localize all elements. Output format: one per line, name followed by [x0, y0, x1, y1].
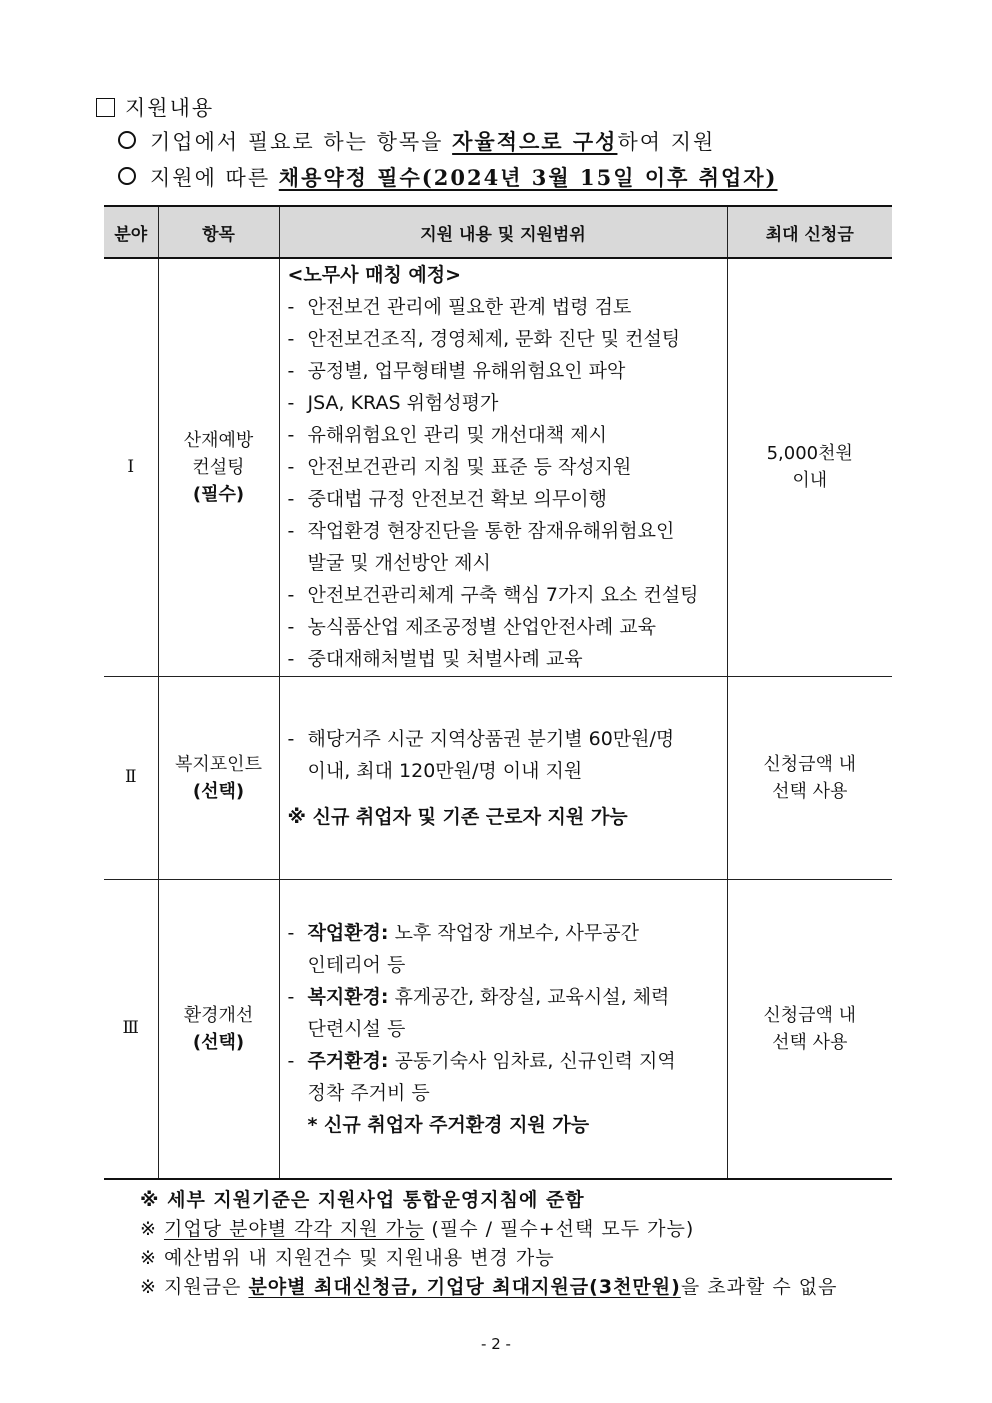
- table-header-row: [104, 206, 892, 258]
- footnote-1: ※ 세부 지원기준은 지원사업 통합운영지침에 준함: [140, 1189, 585, 1211]
- row-item: 산재예방 컨설팅 (필수): [158, 258, 279, 676]
- header-field: 분야: [104, 206, 158, 258]
- bullet-autonomous: 기업에서 필요로 하는 항목을 자율적으로 구성하여 지원: [118, 126, 715, 156]
- header-amount: 최대 신청금: [727, 206, 892, 258]
- row-amount: 신청금액 내 선택 사용: [727, 676, 892, 879]
- row-roman: Ⅱ: [104, 676, 158, 879]
- table-row: [104, 258, 892, 676]
- page-number: - 2 -: [481, 1335, 511, 1353]
- circle-bullet-icon: [118, 131, 136, 149]
- footnote-4: ※ 지원금은 분야별 최대신청금, 기업당 최대지원금(3천만원)을 초과할 수 없음: [140, 1276, 838, 1298]
- row-content: <노무사 매칭 예정> - 안전보건 관리에 필요한 관계 법령 검토 - 안전보건조직, 경영체제, 문화 진단 및 컨설팅 - 공정별, 업무형태별 유해위험요인 파악 - JSA, KRAS 위험성평가 - 유해위험요인 관리 및 개선대책 제시 - 안전보건관리 지침 및 표준 등 작성지원 - 중대법 규정 안전보건 확보 의무이행 - 작업환경 현장진단을 통한 잠재유해위험요인 발굴 및 개선방안 제시 - 안전보건관리체계 구축 핵심 7가지 요소 컨설팅 - 농식품산업 제조공정별 산업안전사례 교육 - 중대재해처벌법 및 처벌사례 교육: [279, 258, 727, 676]
- circle-bullet-icon: [118, 167, 136, 185]
- row-item: 환경개선 (선택): [158, 879, 279, 1179]
- row-amount: 5,000천원 이내: [727, 258, 892, 676]
- support-table: [104, 205, 892, 1180]
- row-amount: 신청금액 내 선택 사용: [727, 879, 892, 1179]
- footnote-2: ※ 기업당 분야별 각각 지원 가능 (필수 / 필수+선택 모두 가능): [140, 1218, 695, 1240]
- row-roman: Ⅰ: [104, 258, 158, 676]
- row-content: - 작업환경: 노후 작업장 개보수, 사무공간 인테리어 등 - 복지환경: 휴게공간, 화장실, 교육시설, 체력 단련시설 등 - 주거환경: 공동기숙사 임차료, 신규인력 지역 정착 주거비 등 * 신규 취업자 주거환경 지원 가능: [279, 879, 727, 1179]
- table-row: [104, 879, 892, 1179]
- row-roman: Ⅲ: [104, 879, 158, 1179]
- table-row: [104, 676, 892, 879]
- checkbox-square-icon: [96, 98, 115, 117]
- header-content: 지원 내용 및 지원범위: [279, 206, 727, 258]
- row-item: 복지포인트 (선택): [158, 676, 279, 879]
- header-item: 항목: [158, 206, 279, 258]
- bullet-hiring-agreement: 지원에 따른 채용약정 필수(2024년 3월 15일 이후 취업자): [118, 162, 778, 192]
- section-heading: 지원내용: [96, 92, 214, 122]
- footnote-3: ※ 예산범위 내 지원건수 및 지원내용 변경 가능: [140, 1247, 555, 1269]
- row-content: - 해당거주 시군 지역상품권 분기별 60만원/명 이내, 최대 120만원/명 이내 지원 ※ 신규 취업자 및 기존 근로자 지원 가능: [279, 676, 727, 879]
